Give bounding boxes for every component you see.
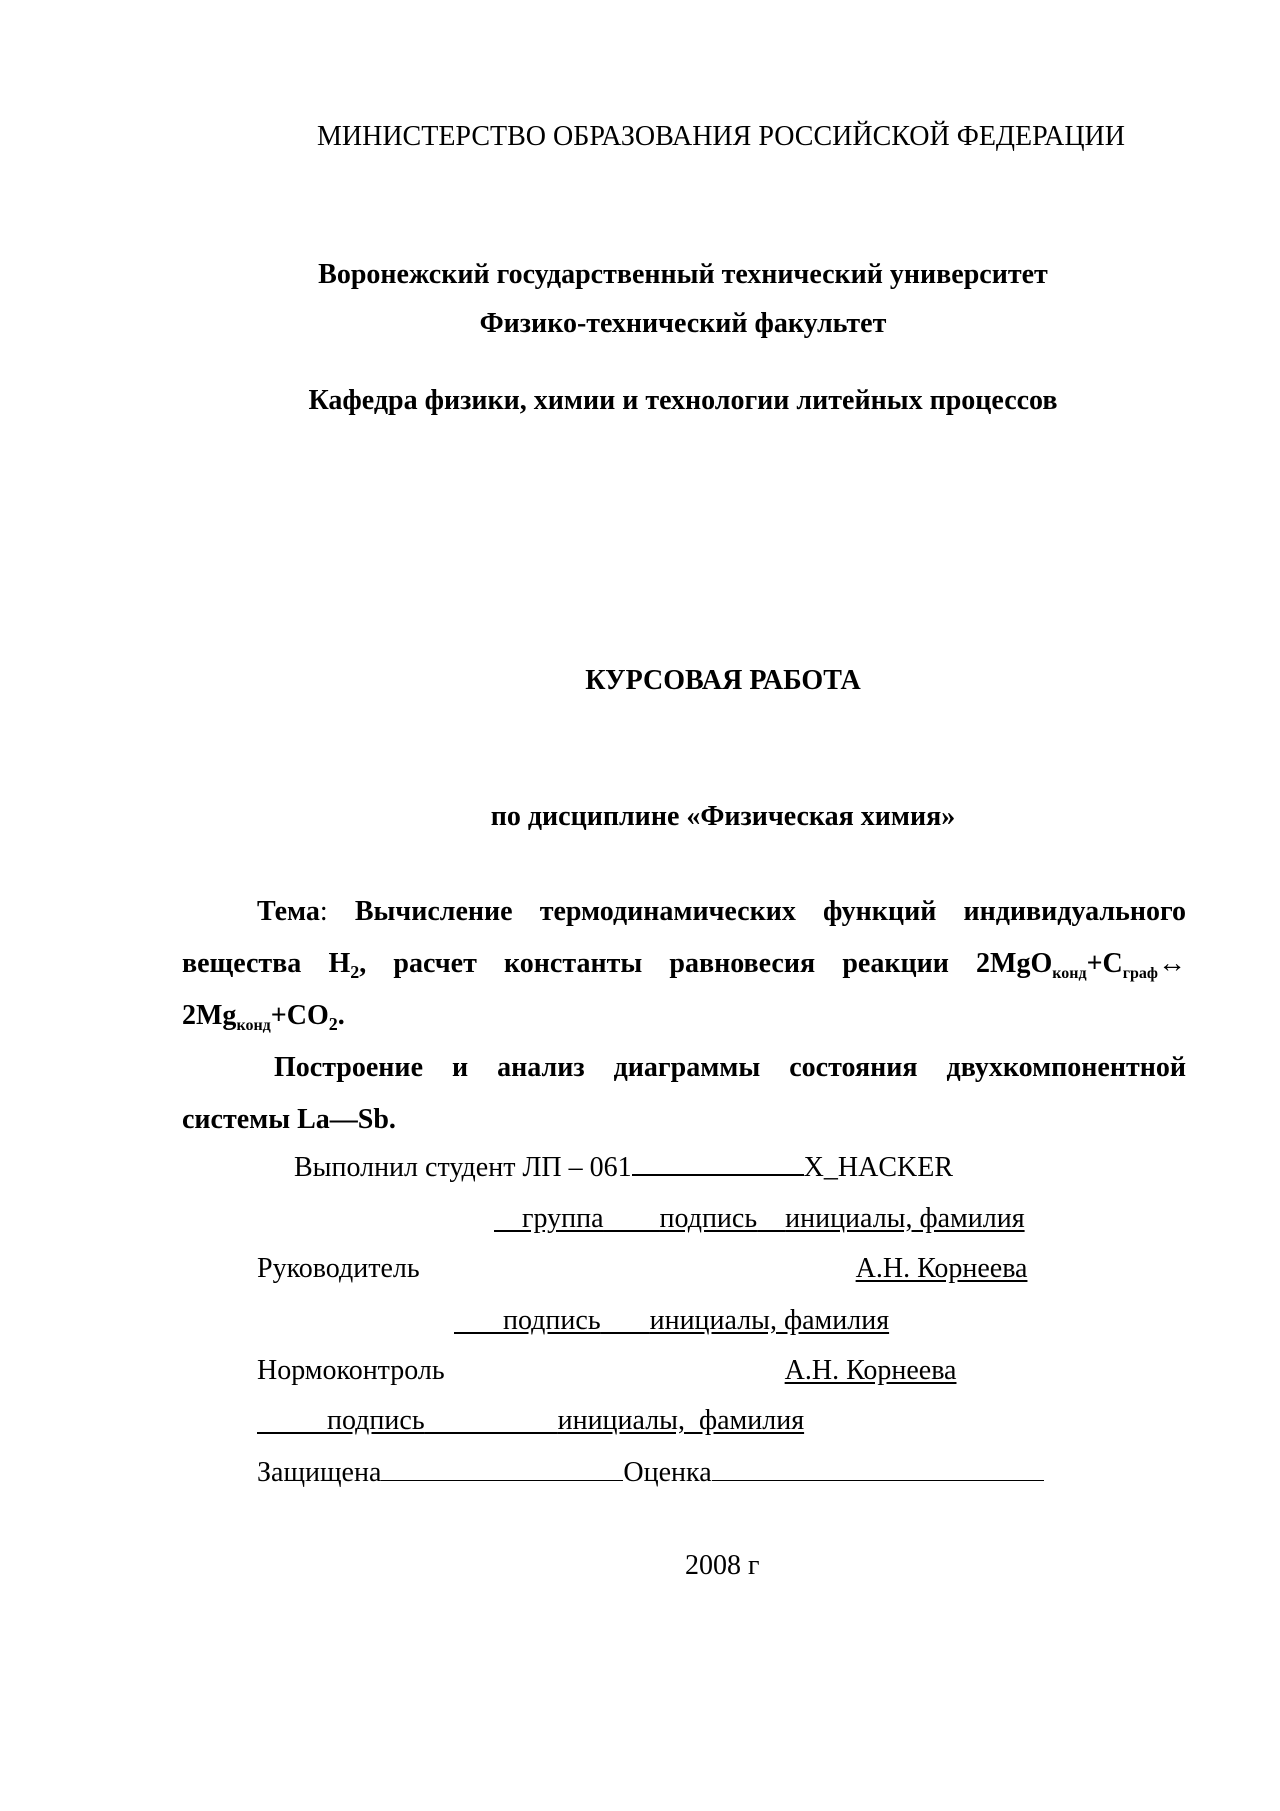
student-caption-group: группа — [522, 1203, 604, 1234]
defense-row — [257, 1456, 1044, 1490]
supervisor-caption-row — [454, 1304, 889, 1338]
student-caption-sign: подпись — [659, 1203, 758, 1234]
topic-block — [182, 886, 1186, 1146]
discipline: по дисциплине «Физическая химия» — [490, 801, 956, 832]
work-type: КУРСОВАЯ РАБОТА — [585, 665, 861, 696]
topic-line-3: $2Mg_{конд}+CO_2$. — [182, 1000, 345, 1034]
defended-line — [381, 1456, 623, 1481]
supervisor-label: Руководитель — [257, 1253, 420, 1284]
grade-label: Оценка — [623, 1457, 712, 1488]
student-caption-row — [494, 1202, 1025, 1236]
topic-line-2: вещества $H_2$, расчет константы равновесия реакции $2MgO_{конд}+C_{граф}\leftrightarrow$ — [182, 948, 1186, 982]
student-name: X_HACKER — [803, 1152, 953, 1183]
topic-line-5: системы La—Sb. — [182, 1104, 396, 1135]
normcontrol-label: Нормоконтроль — [257, 1355, 445, 1386]
department-name: Кафедра физики, химии и технологии литейных процессов — [308, 385, 1058, 416]
ministry-title: МИНИСТЕРСТВО ОБРАЗОВАНИЯ РОССИЙСКОЙ ФЕДЕРАЦИИ — [316, 121, 1125, 152]
supervisor-caption-name: инициалы, фамилия — [649, 1305, 890, 1336]
student-label: Выполнил студент ЛП – 061 — [294, 1152, 632, 1183]
supervisor-name: А.Н. Корнеева — [855, 1253, 1028, 1284]
faculty-name: Физико-технический факультет — [479, 308, 887, 339]
normcontrol-caption-row — [257, 1404, 804, 1438]
topic-line-4: Построение и анализ диаграммы состояния двухкомпонентной — [274, 1052, 1186, 1083]
grade-line — [712, 1456, 1044, 1481]
normcontrol-caption-name: инициалы, фамилия — [557, 1405, 805, 1436]
normcontrol-row — [257, 1354, 956, 1388]
topic-label: Тема — [257, 896, 320, 927]
supervisor-caption-sign: подпись — [503, 1305, 601, 1336]
normcontrol-name: А.Н. Корнеева — [784, 1355, 957, 1386]
student-signature-line — [632, 1150, 804, 1176]
defended-label: Защищена — [257, 1457, 382, 1488]
supervisor-row — [257, 1252, 1027, 1286]
university-name: Воронежский государственный технический университет — [318, 259, 1048, 290]
topic-line-1: Тема: Вычисление термодинамических функций индивидуального — [257, 896, 1187, 927]
student-signature-row — [294, 1150, 953, 1185]
student-caption-name: инициалы, фамилия — [785, 1203, 1025, 1234]
year: 2008 г — [685, 1550, 760, 1581]
normcontrol-caption-sign: подпись — [327, 1405, 425, 1436]
